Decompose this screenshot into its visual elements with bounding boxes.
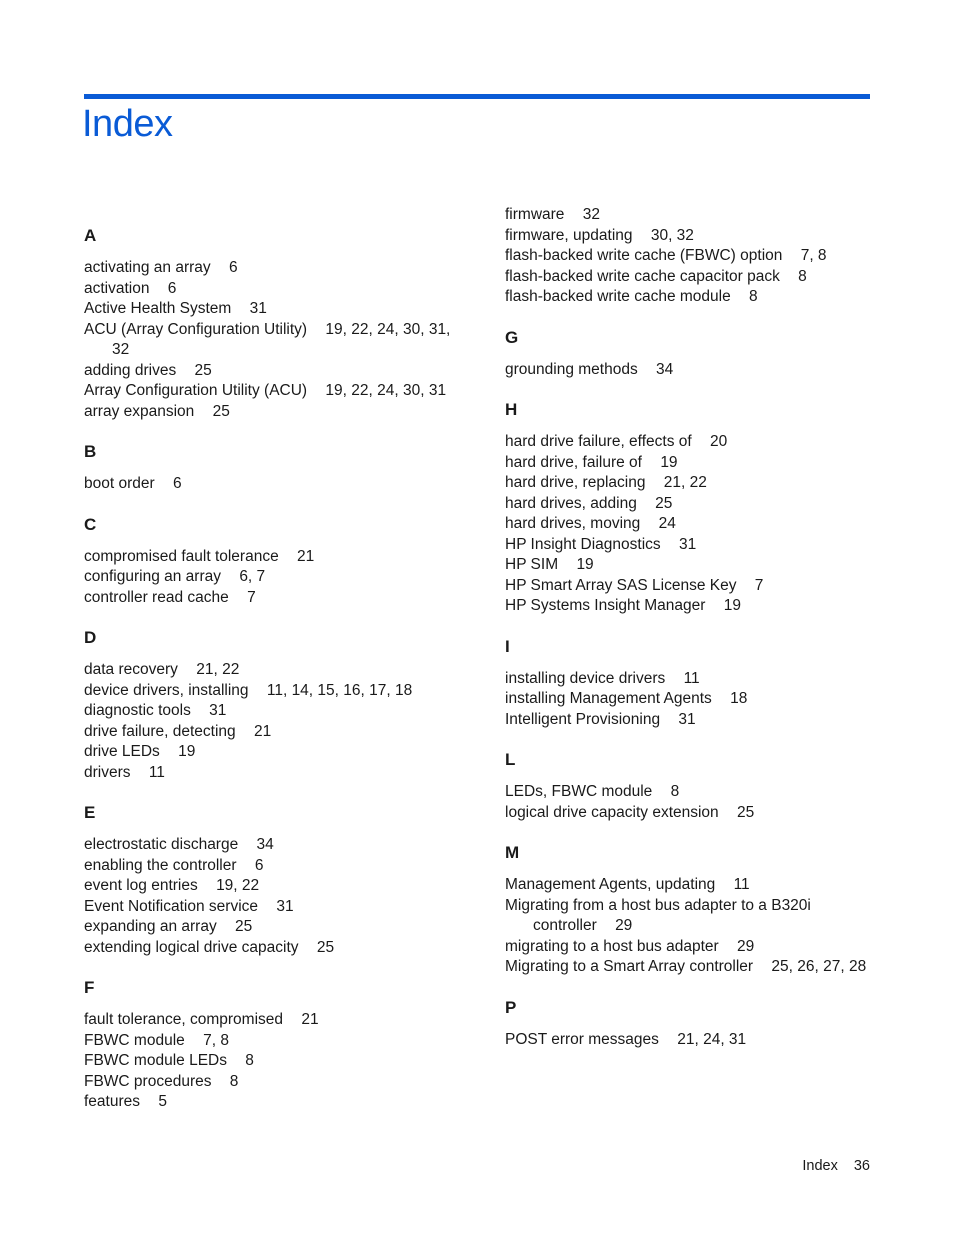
index-page-refs: 31 — [209, 702, 227, 719]
index-page-refs: 24 — [658, 515, 676, 532]
index-page-refs: 8 — [670, 783, 680, 800]
index-term: flash-backed write cache module — [505, 288, 731, 305]
index-term: activating an array — [84, 259, 211, 276]
section-letter: B — [84, 442, 97, 461]
index-term: drivers — [84, 763, 131, 781]
index-page-refs: 8 — [245, 1052, 254, 1069]
index-term: installing device drivers — [505, 669, 666, 687]
index-term: installing Management Agents — [505, 690, 712, 707]
index-section — [505, 998, 875, 1051]
index-entry — [84, 938, 464, 959]
section-letter: G — [505, 327, 519, 347]
index-entry — [505, 226, 875, 247]
index-page-refs: 19 — [660, 453, 678, 471]
index-entry — [505, 267, 875, 288]
index-term: boot order — [84, 475, 155, 492]
index-page-refs: 25 — [316, 938, 335, 956]
index-page-refs: 19 — [178, 743, 196, 760]
index-page-refs: 21, 24, 31 — [677, 1030, 747, 1048]
index-entry — [505, 782, 875, 803]
index-term: electrostatic discharge — [84, 836, 239, 853]
index-page-refs: 29 — [737, 937, 755, 955]
index-entry — [505, 596, 875, 617]
index-entry — [505, 896, 875, 937]
index-entry — [84, 722, 464, 743]
index-column-left — [84, 226, 464, 1133]
index-entry — [505, 689, 875, 710]
index-page-refs: 21 — [253, 722, 272, 740]
index-term: flash-backed write cache (FBWC) option — [505, 247, 783, 264]
index-entry — [84, 681, 464, 702]
index-page-refs: 7, 8 — [203, 1031, 229, 1049]
index-page-refs: 30, 32 — [650, 226, 694, 244]
index-entry — [84, 660, 464, 681]
index-term: drive failure, detecting — [84, 722, 236, 740]
index-entry — [84, 258, 464, 279]
index-entry — [505, 937, 875, 958]
index-entry — [84, 742, 464, 763]
index-entry — [84, 279, 464, 300]
index-entry — [84, 381, 464, 402]
index-entry — [84, 917, 464, 938]
index-entry — [505, 710, 875, 731]
index-term: device drivers, installing — [84, 681, 249, 699]
index-term: HP Smart Array SAS License Key — [505, 576, 737, 594]
index-page-refs: 8 — [798, 267, 807, 285]
index-term: data recovery — [84, 661, 178, 678]
index-page-refs: 5 — [158, 1093, 167, 1110]
index-page-refs: 31 — [678, 710, 696, 728]
section-letter: D — [84, 628, 97, 647]
index-page-refs: 21 — [301, 1011, 319, 1028]
index-term: Intelligent Provisioning — [505, 710, 661, 728]
index-entry — [84, 588, 464, 609]
index-term: flash-backed write cache capacitor pack — [505, 267, 780, 285]
index-entry — [505, 1030, 875, 1051]
index-section — [84, 226, 464, 422]
index-term: hard drive, failure of — [505, 453, 642, 471]
index-section — [505, 328, 875, 381]
page-number: 36 — [853, 1158, 870, 1174]
index-term: firmware — [505, 206, 565, 223]
index-entry — [84, 361, 464, 382]
index-page-refs: 19, 22 — [216, 877, 260, 894]
index-term: HP Insight Diagnostics — [505, 535, 661, 553]
index-page-refs: 19, 22, 24, 30, 31 — [325, 382, 447, 399]
index-section — [84, 978, 464, 1113]
index-entry — [84, 856, 464, 877]
index-term: drive LEDs — [84, 743, 160, 760]
index-page-refs: 8 — [229, 1072, 239, 1090]
index-term: HP Systems Insight Manager — [505, 597, 706, 614]
index-page-refs: 25 — [736, 803, 755, 821]
index-entry — [84, 835, 464, 856]
index-term: configuring an array — [84, 568, 221, 585]
index-term: firmware, updating — [505, 226, 633, 244]
index-entry — [505, 555, 875, 576]
index-term: extending logical drive capacity — [84, 938, 299, 956]
index-entry — [505, 432, 875, 453]
index-section — [505, 843, 875, 978]
index-term: expanding an array — [84, 918, 217, 935]
index-term: features — [84, 1093, 141, 1110]
index-term: adding drives — [84, 361, 177, 379]
index-term: grounding methods — [505, 360, 638, 378]
index-page-refs: 7 — [754, 576, 764, 594]
index-page-refs: 19 — [576, 556, 594, 573]
index-page-refs: 11 — [148, 763, 165, 781]
index-term: enabling the controller — [84, 856, 237, 874]
section-letter: A — [84, 226, 97, 245]
index-entry — [84, 1051, 464, 1072]
index-term: compromised fault tolerance — [84, 547, 279, 565]
index-entry — [505, 494, 875, 515]
index-term: diagnostic tools — [84, 702, 191, 719]
index-term: FBWC module — [84, 1031, 185, 1049]
index-term: FBWC procedures — [84, 1072, 212, 1090]
index-page-refs: 8 — [749, 288, 758, 305]
footer-label: Index — [802, 1158, 838, 1174]
index-entry — [84, 402, 464, 423]
index-page-refs: 25 — [212, 402, 230, 420]
index-page-refs: 25, 26, 27, 28 — [771, 958, 867, 975]
title-rule — [84, 94, 870, 99]
index-term: ACU (Array Configuration Utility) — [84, 320, 308, 338]
index-page-refs: 25 — [235, 918, 253, 935]
section-letter: F — [84, 978, 95, 997]
index-page-refs: 19, 22, 24, 30, 31, 32 — [112, 320, 451, 358]
page-title: Index — [82, 103, 173, 145]
index-page-refs: 21, 22 — [196, 661, 240, 678]
index-page-refs: 11 — [733, 876, 750, 893]
index-entry — [505, 453, 875, 474]
index-page-refs: 7 — [247, 588, 256, 606]
section-letter: H — [505, 400, 518, 419]
section-letter: E — [84, 803, 96, 822]
index-entry — [84, 701, 464, 722]
index-page-refs: 31 — [276, 897, 294, 915]
index-term: activation — [84, 279, 150, 297]
index-page-refs: 29 — [615, 917, 633, 934]
index-term: array expansion — [84, 402, 195, 420]
index-entry — [84, 320, 464, 361]
index-entry — [505, 514, 875, 535]
index-page-refs: 18 — [730, 690, 748, 707]
index-term: POST error messages — [505, 1030, 659, 1048]
index-section — [505, 637, 875, 731]
index-term: hard drive, replacing — [505, 474, 646, 491]
index-term: FBWC module LEDs — [84, 1052, 227, 1069]
index-entry — [84, 567, 464, 588]
index-page-refs: 21 — [297, 547, 315, 565]
index-entry — [84, 474, 464, 495]
index-term: Array Configuration Utility (ACU) — [84, 382, 308, 399]
index-page-refs: 6 — [228, 259, 238, 276]
index-entry — [84, 1092, 464, 1113]
index-page-refs: 34 — [256, 836, 274, 853]
index-term: Migrating from a host bus adapter to a B320i controller — [505, 896, 811, 934]
index-entry — [84, 763, 464, 784]
index-page-refs: 21, 22 — [663, 474, 707, 491]
index-entry — [505, 803, 875, 824]
index-term: hard drives, moving — [505, 515, 641, 532]
index-entry — [505, 473, 875, 494]
section-letter: P — [505, 997, 517, 1017]
index-term: event log entries — [84, 877, 198, 894]
index-section — [505, 750, 875, 823]
index-term: Event Notification service — [84, 897, 259, 915]
index-term: hard drive failure, effects of — [505, 433, 692, 450]
index-entry — [505, 287, 875, 308]
index-term: hard drives, adding — [505, 494, 637, 512]
index-entry — [84, 876, 464, 897]
index-term: Migrating to a Smart Array controller — [505, 958, 754, 975]
index-entry — [505, 360, 875, 381]
index-column-right — [505, 205, 875, 1070]
index-page-refs: 25 — [655, 494, 673, 512]
index-page-refs: 11 — [683, 669, 700, 687]
index-term: migrating to a host bus adapter — [505, 937, 719, 955]
page-footer — [802, 1158, 870, 1174]
index-term: HP SIM — [505, 556, 559, 573]
index-entry — [84, 1031, 464, 1052]
index-entry — [84, 299, 464, 320]
index-term: logical drive capacity extension — [505, 803, 719, 821]
index-section — [505, 400, 875, 617]
index-entry — [505, 669, 875, 690]
index-entry — [84, 897, 464, 918]
section-letter: L — [505, 750, 516, 769]
index-section — [84, 442, 464, 495]
index-entry — [505, 535, 875, 556]
index-page-refs: 11, 14, 15, 16, 17, 18 — [266, 681, 413, 699]
index-page-refs: 6, 7 — [239, 568, 266, 585]
section-letter: I — [505, 636, 510, 656]
index-entry — [505, 875, 875, 896]
index-section — [84, 628, 464, 783]
index-page-refs: 31 — [249, 300, 267, 317]
index-page-refs: 34 — [656, 360, 674, 378]
index-entry — [84, 1010, 464, 1031]
index-entry — [84, 547, 464, 568]
section-letter: C — [84, 514, 97, 534]
index-page-refs: 32 — [582, 206, 600, 223]
index-page-refs: 20 — [710, 433, 728, 450]
index-section — [505, 205, 875, 308]
index-term: fault tolerance, compromised — [84, 1011, 284, 1028]
index-page-refs: 7, 8 — [800, 247, 827, 264]
index-term: LEDs, FBWC module — [505, 783, 653, 800]
index-entry — [505, 576, 875, 597]
section-letter: M — [505, 843, 520, 862]
index-page-refs: 31 — [678, 535, 697, 553]
index-term: Active Health System — [84, 300, 232, 317]
index-page-refs: 6 — [167, 279, 177, 297]
index-page-refs: 6 — [172, 475, 182, 492]
index-entry — [505, 957, 875, 978]
index-term: Management Agents, updating — [505, 876, 716, 893]
index-section — [84, 515, 464, 609]
index-page-refs: 6 — [254, 856, 264, 874]
index-entry — [505, 246, 875, 267]
index-entry — [84, 1072, 464, 1093]
index-entry — [505, 205, 875, 226]
index-section — [84, 803, 464, 958]
index-page-refs: 25 — [194, 361, 212, 379]
index-term: controller read cache — [84, 588, 229, 606]
index-page-refs: 19 — [723, 597, 742, 614]
